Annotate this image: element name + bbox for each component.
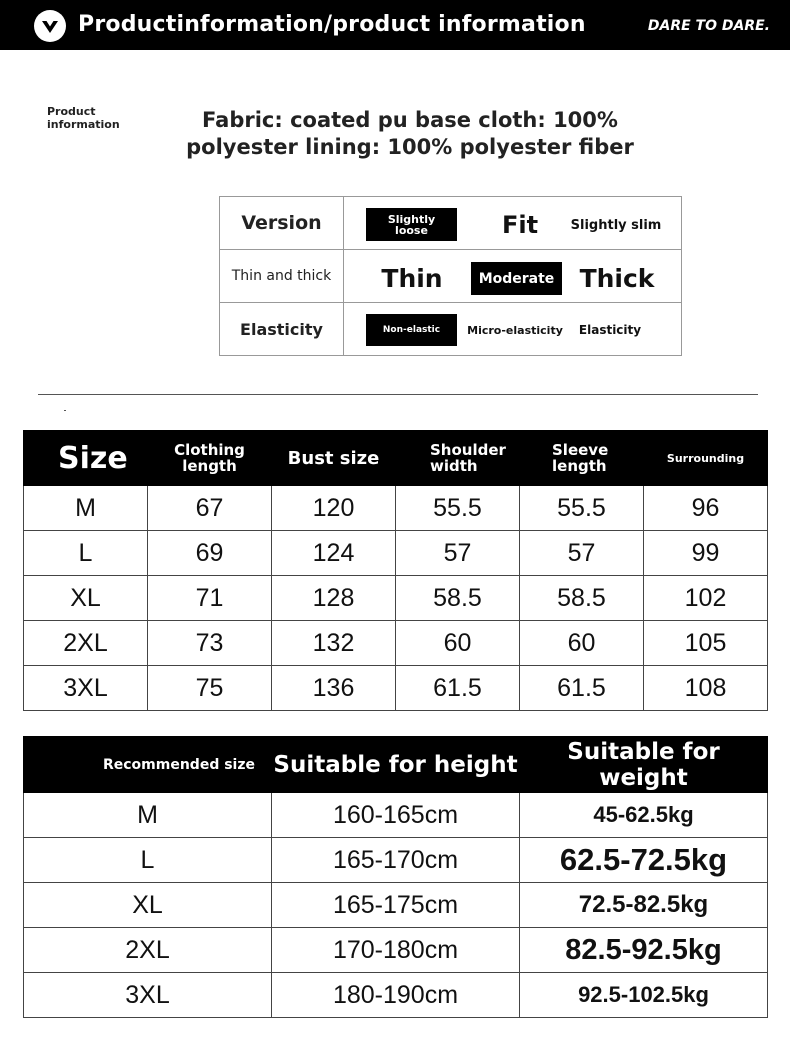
attr-label-elasticity: Elasticity — [220, 303, 344, 356]
shoulder-width-header: Shoulder width — [396, 431, 520, 486]
table-row — [24, 838, 768, 883]
stray-dot — [64, 410, 66, 411]
size-cell: M — [24, 793, 272, 838]
measurement-cell: 58.5 — [520, 576, 644, 621]
table-row — [24, 793, 768, 838]
measurement-cell: 57 — [520, 531, 644, 576]
height-cell: 170-180cm — [272, 928, 520, 973]
product-info-label-line1: Product — [47, 105, 96, 118]
option-thick: Thick — [579, 263, 655, 293]
measurement-cell: 58.5 — [396, 576, 520, 621]
measurement-cell: 73 — [148, 621, 272, 666]
size-cell: M — [24, 486, 148, 531]
measurement-cell: 61.5 — [396, 666, 520, 711]
size-cell: L — [24, 531, 148, 576]
table-row — [24, 666, 768, 711]
measurement-cell: 124 — [272, 531, 396, 576]
product-info-label-line2: information — [47, 118, 120, 131]
measurement-cell: 99 — [644, 531, 768, 576]
bust-size-header: Bust size — [272, 431, 396, 486]
attr-row-elasticity — [220, 303, 681, 356]
weight-cell: 82.5-92.5kg — [520, 928, 768, 973]
size-cell: XL — [24, 883, 272, 928]
size-cell: 3XL — [24, 666, 148, 711]
measurement-cell: 132 — [272, 621, 396, 666]
measurement-cell: 55.5 — [520, 486, 644, 531]
height-cell: 165-170cm — [272, 838, 520, 883]
clothing-length-header: Clothing length — [148, 431, 272, 486]
height-cell: 160-165cm — [272, 793, 520, 838]
weight-cell: 62.5-72.5kg — [520, 838, 768, 883]
attr-label-thickness: Thin and thick — [220, 250, 344, 302]
height-header: Suitable for height — [272, 737, 520, 793]
option-thin: Thin — [381, 263, 443, 293]
measurement-cell: 60 — [520, 621, 644, 666]
fabric-line-2: polyester lining: 100% polyester fiber — [186, 135, 634, 159]
size-cell: 2XL — [24, 621, 148, 666]
table-row — [24, 928, 768, 973]
measurement-cell: 96 — [644, 486, 768, 531]
measurement-cell: 128 — [272, 576, 396, 621]
measurement-cell: 108 — [644, 666, 768, 711]
table-row — [24, 531, 768, 576]
fabric-description — [150, 107, 670, 161]
table-row — [24, 973, 768, 1018]
option-slightly-slim: Slightly slim — [570, 217, 662, 233]
header-bar — [0, 0, 790, 50]
measurement-cell: 57 — [396, 531, 520, 576]
weight-header: Suitable for weight — [520, 737, 768, 793]
attribute-table — [219, 196, 682, 356]
option-fit: Fit — [501, 211, 539, 239]
option-slightly-loose: Slightly loose — [366, 208, 457, 241]
measurement-cell: 75 — [148, 666, 272, 711]
measurement-cell: 71 — [148, 576, 272, 621]
measurement-cell: 120 — [272, 486, 396, 531]
table-row — [24, 621, 768, 666]
option-micro-elasticity: Micro-elasticity — [467, 323, 563, 337]
measurement-cell: 69 — [148, 531, 272, 576]
fabric-line-1: Fabric: coated pu base cloth: 100% — [202, 108, 618, 132]
measurement-cell: 102 — [644, 576, 768, 621]
measurement-cell: 61.5 — [520, 666, 644, 711]
size-cell: 3XL — [24, 973, 272, 1018]
size-cell: 2XL — [24, 928, 272, 973]
height-cell: 180-190cm — [272, 973, 520, 1018]
option-elasticity: Elasticity — [578, 323, 642, 337]
table-row — [24, 576, 768, 621]
v-logo-icon — [34, 10, 66, 42]
attr-label-version: Version — [220, 197, 344, 249]
attr-row-thickness — [220, 250, 681, 303]
surrounding-header: Surrounding — [644, 431, 768, 486]
size-table — [23, 430, 768, 711]
weight-cell: 92.5-102.5kg — [520, 973, 768, 1018]
product-info-label — [47, 105, 147, 131]
size-header: Size — [24, 431, 148, 486]
weight-cell: 72.5-82.5kg — [520, 883, 768, 928]
size-cell: XL — [24, 576, 148, 621]
recommended-size-header: Recommended size — [24, 737, 272, 793]
page-title: Productinformation/product information — [78, 12, 586, 37]
height-cell: 165-175cm — [272, 883, 520, 928]
sleeve-length-header: Sleeve length — [520, 431, 644, 486]
option-non-elastic: Non-elastic — [366, 314, 457, 346]
recommendation-header-row — [24, 737, 768, 793]
measurement-cell: 55.5 — [396, 486, 520, 531]
measurement-cell: 136 — [272, 666, 396, 711]
section-divider — [38, 394, 758, 395]
table-row — [24, 883, 768, 928]
attr-row-version — [220, 197, 681, 250]
brand-slogan: DARE TO DARE. — [647, 18, 770, 34]
table-row — [24, 486, 768, 531]
option-moderate: Moderate — [471, 262, 562, 295]
size-table-header-row — [24, 431, 768, 486]
recommendation-table — [23, 736, 768, 1018]
measurement-cell: 67 — [148, 486, 272, 531]
measurement-cell: 60 — [396, 621, 520, 666]
weight-cell: 45-62.5kg — [520, 793, 768, 838]
measurement-cell: 105 — [644, 621, 768, 666]
size-cell: L — [24, 838, 272, 883]
